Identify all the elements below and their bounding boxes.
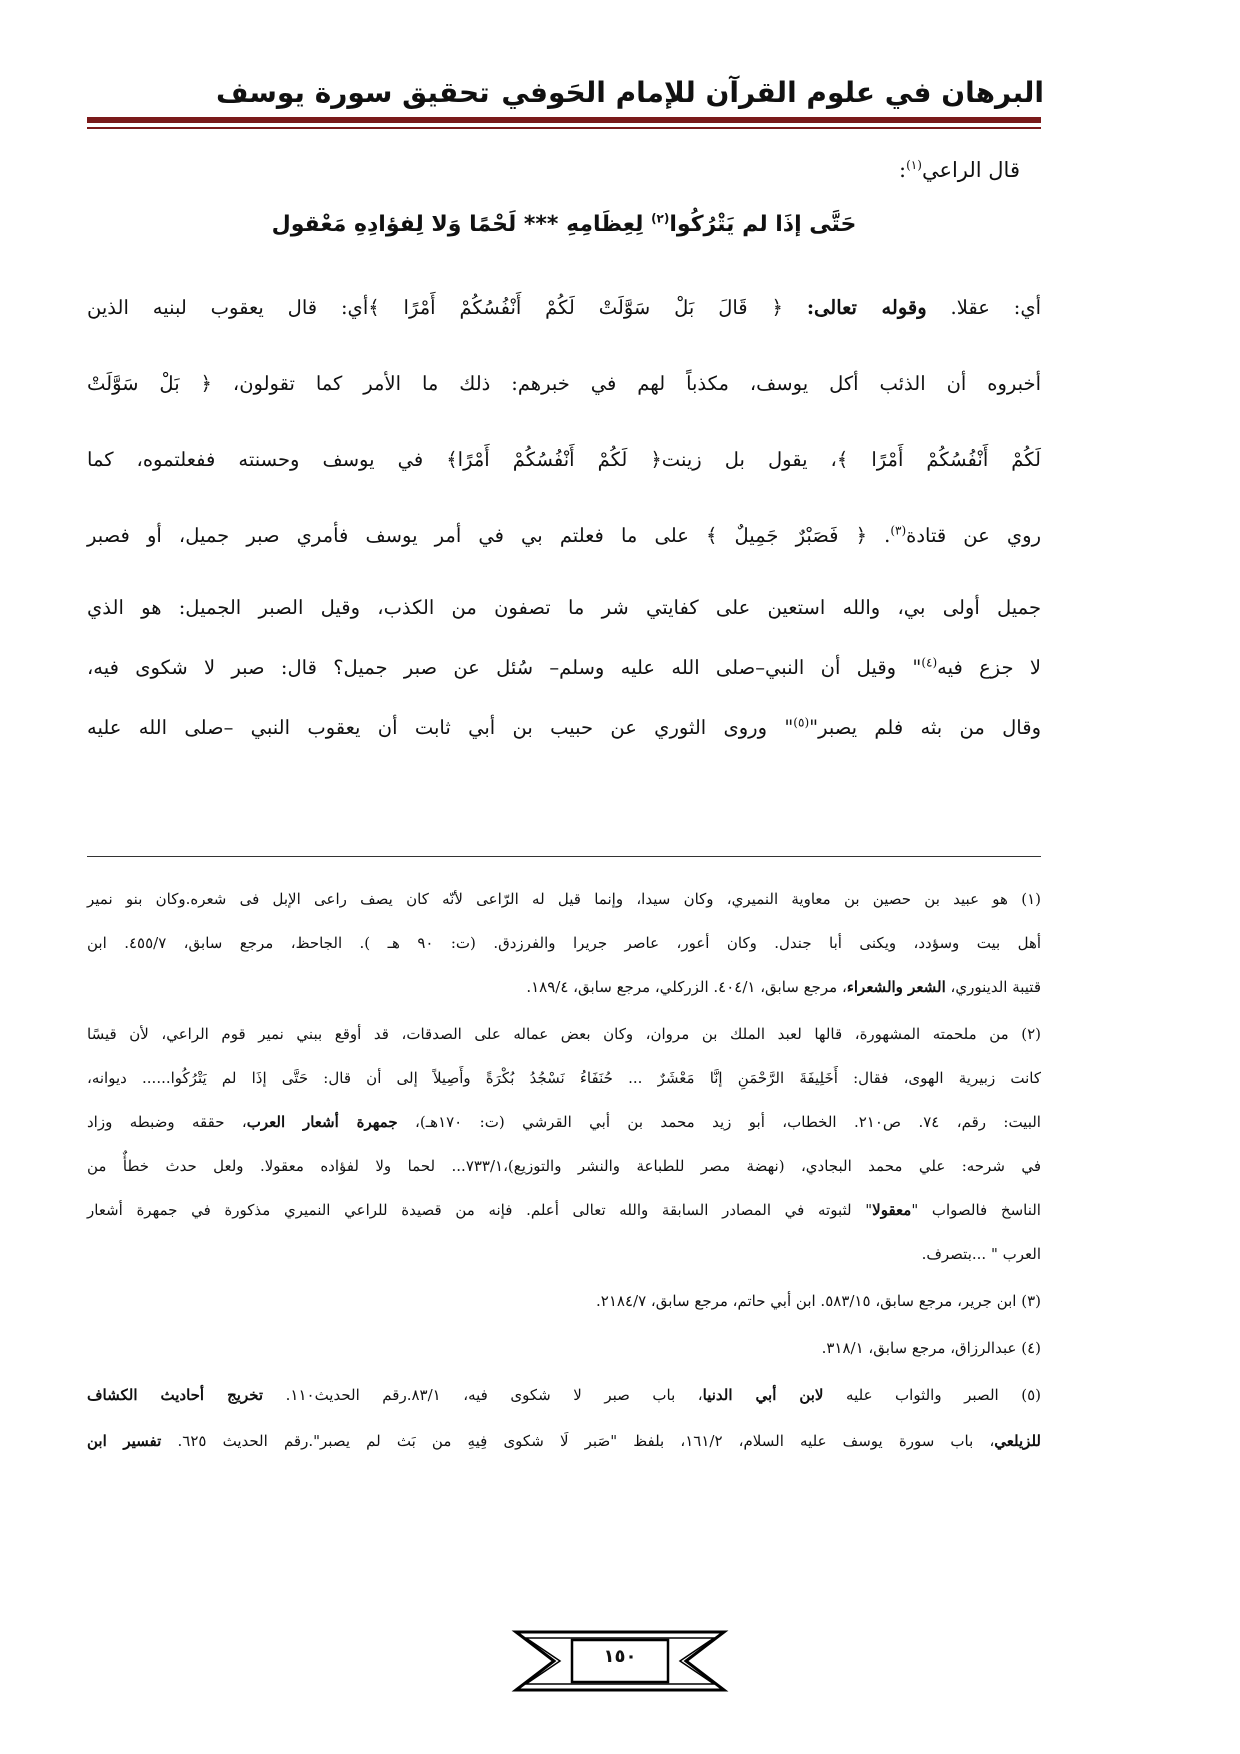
footnote-1-book-title: الشعر والشعراء bbox=[846, 978, 946, 996]
body-line-4 bbox=[87, 524, 1041, 547]
poet-line-text: قال الراعي bbox=[921, 158, 1020, 182]
body-line-6-b: " وقيل أن النبي–صلى الله عليه وسلم– سُئل عن صبر جميل؟ قال: صبر لا شكوى فيه، bbox=[87, 656, 922, 679]
poet-line bbox=[899, 158, 1020, 182]
footnote-ref-2[interactable]: (٢) bbox=[651, 211, 670, 226]
page-number-ornament bbox=[510, 1624, 730, 1698]
footnote-ref-4[interactable]: (٤) bbox=[921, 655, 938, 670]
footnote-2-line-5 bbox=[87, 1201, 1041, 1219]
footnote-ref-3[interactable]: (٣) bbox=[890, 523, 907, 538]
footnote-5-bold-1: لابن أبي الدنيا bbox=[702, 1386, 824, 1404]
footnote-5-bold-2: تخريج أحاديث الكشاف bbox=[87, 1386, 264, 1404]
footnote-1-line-3 bbox=[87, 978, 1041, 996]
verse-part-2: لِعِظَامِهِ *** لَحْمًا وَلا لِفؤادِهِ مَعْقول bbox=[271, 212, 652, 237]
footnote-5-line-2-b: ، باب سورة يوسف عليه السلام، ١٦١/٢، بلفظ "صَبر لَا شكوى فِيهِ من بَث لم يصبر".رقم الحديث ٦٢٥. bbox=[161, 1432, 995, 1450]
footnote-5-line-1-c: ، باب صبر لا شكوى فيه، ٨٣/١.رقم الحديث١١٠. bbox=[263, 1386, 703, 1404]
footnote-2-line-5-c: " لثبوته في المصادر السابقة والله تعالى أعلم. فإنه من قصيدة للراعي النميري مذكورة في جمهرة أشعار bbox=[87, 1201, 873, 1219]
footnote-2-book-title: جمهرة أشعار العرب bbox=[246, 1113, 398, 1131]
body-line-5: جميل أولى بي، والله استعين على كفايتي شر ما تصفون من الكذب، وقيل الصبر الجميل: هو الذي bbox=[87, 596, 1041, 619]
book-title: البرهان في علوم القرآن للإمام الحَوفي bbox=[501, 76, 1044, 109]
footnote-5-line-1-a: (٥) الصبر والثواب عليه bbox=[823, 1386, 1041, 1404]
body-line-6-a: لا جزع فيه bbox=[937, 656, 1041, 679]
footnote-1-line-3-a: قتيبة الدينوري، bbox=[945, 978, 1041, 996]
footnote-5-bold-3: للزيلعي bbox=[994, 1432, 1041, 1450]
footnote-2-line-5-a: الناسخ فالصواب " bbox=[911, 1201, 1041, 1219]
body-line-1-c: ﴿ قَالَ بَلْ سَوَّلَتْ لَكُمْ أَنْفُسُكُمْ أَمْرًا ﴾أي: قال يعقوب لبنيه الذين bbox=[87, 296, 807, 319]
footnote-2-line-6: العرب " ...بتصرف. bbox=[921, 1245, 1041, 1263]
footnote-1-line-2: أهل بيت وسؤدد، ويكنى أبا جندل. وكان أعور، عاصر جريرا والفرزدق. (ت: ٩٠ هـ ). الجاحظ، مرجع سابق، ٤٥٥/٧. ابن bbox=[87, 934, 1042, 952]
footnote-1-line-1: (١) هو عبيد بن حصين بن معاوية النميري، وكان سيدا، وإنما قيل له الرّاعى لأنّه كان يصف راعى الإبل فى شعره.وكان بنو نمير bbox=[87, 890, 1041, 908]
footnote-separator bbox=[87, 856, 1041, 857]
footnote-5-bold-4: تفسير ابن bbox=[87, 1432, 162, 1450]
body-line-2: أخبروه أن الذئب أكل يوسف، مكذباً لهم في خبرهم: ذلك ما الأمر كما تقولون، ﴿ بَلْ سَوَّلَتْ bbox=[87, 372, 1041, 395]
body-line-3: لَكُمْ أَنْفُسُكُمْ أَمْرًا ﴾، يقول بل زينت﴿ لَكُمْ أَنْفُسُكُمْ أَمْرًا﴾ في يوسف وحسنته ففعلتموه، كما bbox=[87, 448, 1041, 471]
verse-part-1: حَتَّى إذَا لم يَتْرُكُوا bbox=[669, 212, 857, 237]
section-title: تحقيق سورة يوسف bbox=[216, 76, 490, 109]
body-line-7-a: وقال من بثه فلم يصبر" bbox=[809, 716, 1041, 739]
body-line-7 bbox=[87, 716, 1041, 739]
header-rule-thin bbox=[87, 127, 1041, 129]
footnote-5-line-2 bbox=[87, 1432, 1041, 1450]
footnote-2-line-2: كانت زبيرية الهوى، فقال: أَخَلِيفَةَ الرَّحْمَنِ إنَّا مَعْشَرٌ ... حُنَفَاءُ نَسْجُدُ بُكْرَةً وأَصِيلاً إلى أن قال: حَتَّى إذَا لم يَتْرُكُوا...... ديوانه، bbox=[87, 1069, 1041, 1087]
footnote-2-bold-word: معقولا bbox=[872, 1201, 912, 1219]
footnote-3: (٣) ابن جرير، مرجع سابق، ٥٨٣/١٥. ابن أبي حاتم، مرجع سابق، ٢١٨٤/٧. bbox=[596, 1292, 1041, 1310]
poetry-verse bbox=[87, 212, 1041, 237]
poet-line-colon: : bbox=[899, 158, 907, 182]
footnote-4: (٤) عبدالرزاق، مرجع سابق، ٣١٨/١. bbox=[821, 1339, 1041, 1357]
body-line-7-b: " وروى الثوري عن حبيب بن أبي ثابت أن يعقوب النبي –صلى الله عليه bbox=[87, 716, 794, 739]
footnote-1-line-3-c: ، مرجع سابق، ٤٠٤/١. الزركلي، مرجع سابق، ١٨٩/٤. bbox=[526, 978, 847, 996]
body-line-1 bbox=[87, 296, 1041, 319]
footnote-2-line-3 bbox=[87, 1113, 1041, 1131]
footnote-2-line-4: في شرحه: علي محمد البجادي، (نهضة مصر للطباعة والنشر والتوزيع)،٧٣٣/١... لحما ولا لفؤاده معقولا. ولعل حدث خطأٌ من bbox=[87, 1157, 1041, 1175]
footnote-2-line-3-c: ، حققه وضبطه وزاد bbox=[87, 1113, 247, 1131]
body-line-6 bbox=[87, 656, 1041, 679]
body-line-4-a: روي عن قتادة bbox=[906, 524, 1041, 547]
body-line-1-bold: وقوله تعالى: bbox=[806, 296, 927, 319]
page-number: ١٥٠ bbox=[603, 1646, 637, 1667]
header-rule-thick bbox=[87, 117, 1041, 123]
footnote-2-line-3-a: البيت: رقم، ٧٤. ص٢١٠. الخطاب، أبو زيد محمد بن أبي القرشي (ت: ١٧٠هـ)، bbox=[397, 1113, 1041, 1131]
body-line-1-a: أي: عقلا. bbox=[926, 296, 1041, 319]
footnote-5-line-1 bbox=[87, 1386, 1041, 1404]
body-line-4-b: . ﴿ فَصَبْرٌ جَمِيلٌ ﴾ على ما فعلتم بي في أمر يوسف فأمري صبر جميل، أو فصبر bbox=[87, 524, 891, 547]
footnote-ref-5[interactable]: (٥) bbox=[793, 715, 810, 730]
footnote-2-line-1: (٢) من ملحمته المشهورة، قالها لعبد الملك بن مروان، وكان بعض عماله على الصدقات، قد أوقع ببني نمير قوم الراعي، لأن قيسًا bbox=[87, 1025, 1041, 1043]
footnote-ref-1[interactable]: (١) bbox=[906, 158, 922, 172]
